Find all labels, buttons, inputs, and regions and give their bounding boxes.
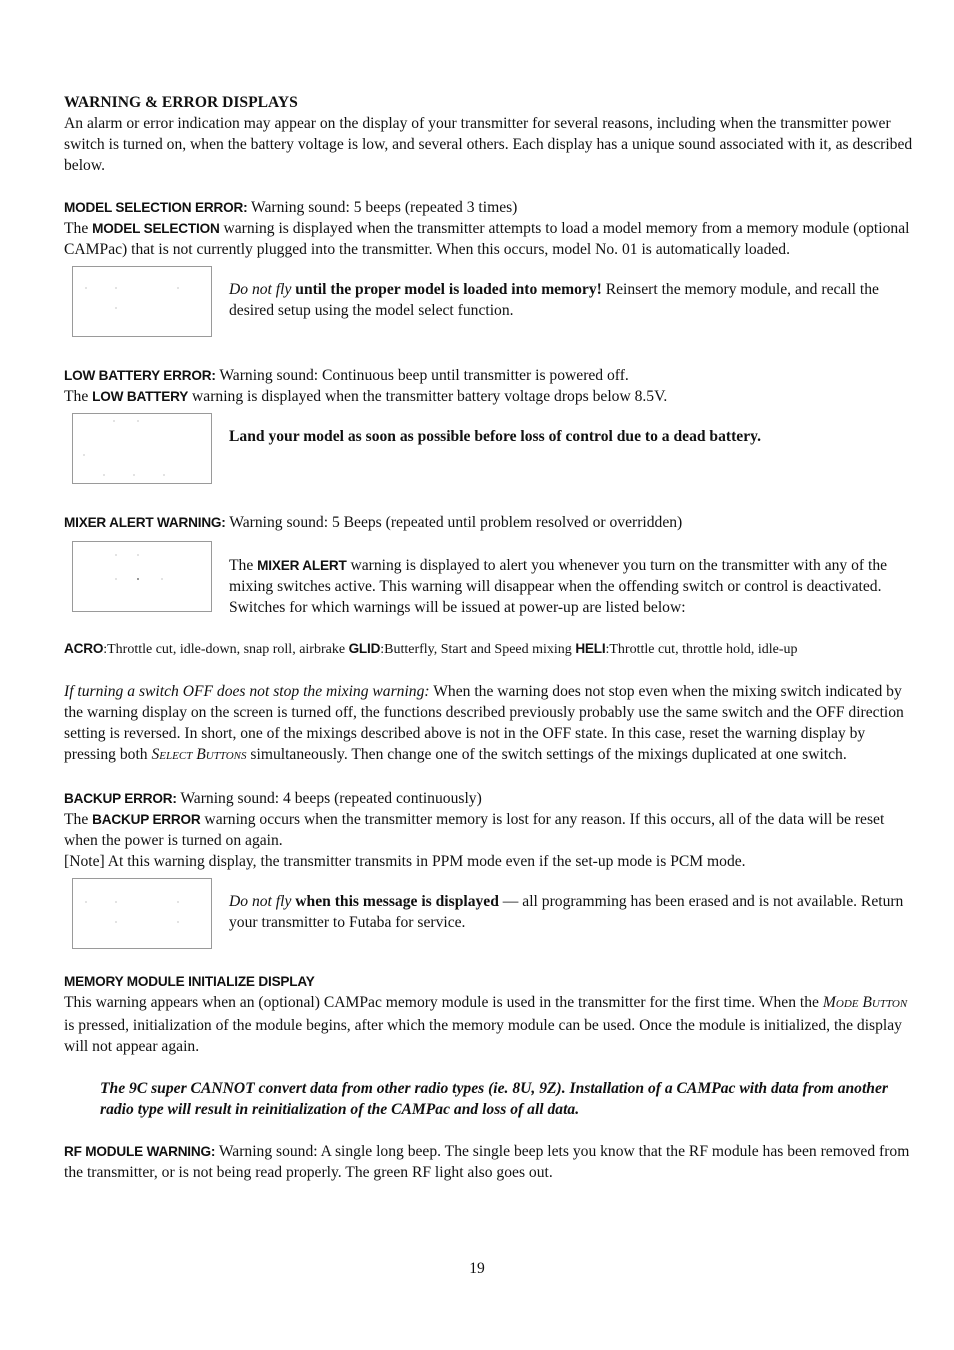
backup-lcd-image bbox=[72, 878, 212, 949]
model-selection-heading: MODEL SELECTION ERROR: bbox=[64, 200, 248, 215]
mixer-alert-display-row bbox=[64, 539, 913, 618]
memory-module-heading: MEMORY MODULE INITIALIZE DISPLAY bbox=[64, 974, 315, 989]
intro-paragraph: An alarm or error indication may appear on the display of your transmitter for several reasons, including when the transmitter power switch is turned on, when the battery voltage is low, and several others. Each display has a unique sound associated with it, as described below. bbox=[64, 115, 913, 174]
model-selection-desc: The MODEL SELECTION warning is displayed when the transmitter attempts to load a model memory from a memory module (optional CAMPac) that is not currently plugged into the transmitter. When this occurs, model No. 01 is automatically loaded. bbox=[64, 220, 910, 258]
mixer-alert-heading: MIXER ALERT WARNING: bbox=[64, 515, 226, 530]
low-battery-desc: The LOW BATTERY warning is displayed when the transmitter battery voltage drops below 8.5V. bbox=[64, 388, 668, 405]
memory-module-text: This warning appears when an (optional) CAMPac memory module is used in the transmitter for the first time. When the MODE BUTTON is pressed, initialization of the module begins, after which the memory module can be used. Once the module is initialized, the display will not appear again. bbox=[64, 994, 908, 1055]
mixer-alert-lcd-image bbox=[72, 541, 212, 612]
backup-heading: BACKUP ERROR: bbox=[64, 791, 177, 806]
low-battery-heading: LOW BATTERY ERROR: bbox=[64, 368, 216, 383]
page-number: 19 bbox=[469, 1260, 485, 1277]
page-title: WARNING & ERROR DISPLAYS bbox=[64, 94, 298, 111]
backup-note: [Note] At this warning display, the transmitter transmits in PPM mode even if the set-up mode is PCM mode. bbox=[64, 853, 746, 870]
model-selection-note: Do not fly until the proper model is loaded into memory! Reinsert the memory module, and recall the desired setup using the model select function. bbox=[229, 281, 879, 319]
memory-module-warning-note: The 9C super CANNOT convert data from other radio types (ie. 8U, 9Z). Installation of a CAMPac with data from another radio type will result in reinitialization of the CAMPac and loss of all data. bbox=[100, 1080, 888, 1118]
backup-display-row bbox=[64, 878, 913, 949]
low-battery-note: Land your model as soon as possible before loss of control due to a dead battery. bbox=[229, 428, 761, 445]
mixer-alert-sound: MIXER ALERT WARNING: Warning sound: 5 Beeps (repeated until problem resolved or overridden) bbox=[64, 514, 683, 531]
low-battery-display-row bbox=[64, 413, 913, 484]
backup-desc: The BACKUP ERROR warning occurs when the transmitter memory is lost for any reason. If this occurs, all of the data will be reset when the power is turned on again. bbox=[64, 811, 885, 849]
mixer-alert-note: The MIXER ALERT warning is displayed to alert you whenever you turn on the transmitter with any of the mixing switches active. This warning will disappear when the offending switch or control is deactivated. Switches for which warnings will be issued at power-up are listed below: bbox=[229, 557, 888, 616]
low-battery-lcd-image bbox=[72, 413, 212, 484]
rf-module-text: RF MODULE WARNING: Warning sound: A single long beep. The single beep lets you know that the RF module has been removed from the transmitter, or is not being read properly. The green RF light also goes out. bbox=[64, 1143, 910, 1181]
low-battery-sound: LOW BATTERY ERROR: Warning sound: Continuous beep until transmitter is powered off. bbox=[64, 367, 629, 384]
model-selection-sound: MODEL SELECTION ERROR: Warning sound: 5 beeps (repeated 3 times) bbox=[64, 199, 518, 216]
page-content bbox=[64, 92, 913, 1183]
rf-module-heading: RF MODULE WARNING: bbox=[64, 1144, 216, 1159]
mixer-switch-list: ACRO:Throttle cut, idle-down, snap roll, airbrake GLID:Butterfly, Start and Speed mixing HELI:Throttle cut, throttle hold, idle-up bbox=[64, 641, 798, 657]
backup-sound: BACKUP ERROR: Warning sound: 4 beeps (repeated continuously) bbox=[64, 790, 482, 807]
model-selection-lcd-image bbox=[72, 266, 212, 337]
model-selection-display-row bbox=[64, 266, 913, 337]
mixer-alert-explanation: If turning a switch OFF does not stop the mixing warning: When the warning does not stop even when the mixing switch indicated by the warning display on the screen is turned off, the functions described previously probably use the same switch and the OFF direction setting is reversed. In short, one of the mixings described above is not in the OFF state. In this case, reset the warning display by pressing both SELECT BUTTONS simultaneously. Then change one of the switch settings of the mixings duplicated at one switch. bbox=[64, 683, 904, 763]
backup-side-note: Do not fly when this message is displayed — all programming has been erased and is not available. Return your transmitter to Futaba for service. bbox=[229, 893, 904, 931]
